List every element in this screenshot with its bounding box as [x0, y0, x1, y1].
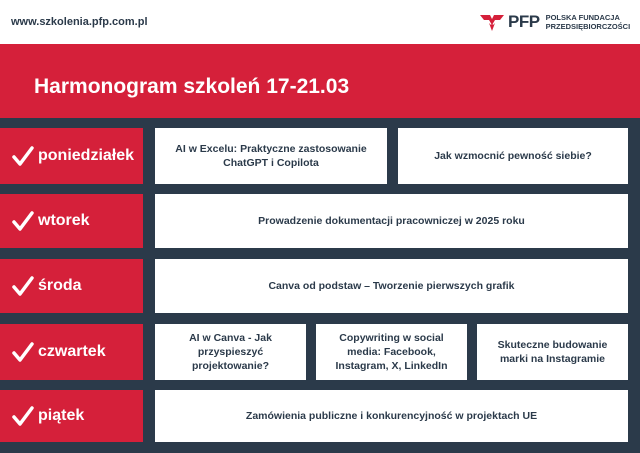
- training-title: AI w Canva - Jak przyspieszyć projektowanie?: [189, 332, 272, 372]
- day-label-thursday: [0, 324, 143, 380]
- day-name: czwartek: [38, 343, 106, 360]
- day-label-tuesday: [0, 194, 143, 248]
- checkmark-icon: [12, 341, 34, 363]
- logo-subtitle-line2: PRZEDSIĘBIORCZOŚCI: [545, 22, 631, 31]
- day-label-wednesday: [0, 259, 143, 313]
- day-label-monday: [0, 128, 143, 184]
- checkmark-icon: [12, 405, 34, 427]
- site-url[interactable]: www.szkolenia.pfp.com.pl: [11, 16, 148, 28]
- day-name: poniedziałek: [38, 147, 135, 164]
- day-row-tuesday: [0, 194, 640, 248]
- training-title: Prowadzenie dokumentacji pracowniczej w 2025 roku: [258, 215, 525, 227]
- day-name: środa: [38, 277, 82, 294]
- training-title: Copywriting w social media: Facebook, Instagram, X, LinkedIn: [335, 332, 448, 372]
- training-card[interactable]: [155, 324, 306, 380]
- logo-name: PFP: [508, 12, 540, 31]
- checkmark-icon: [12, 145, 34, 167]
- training-title: AI w Excelu: Praktyczne zastosowanie ChatGPT i Copilota: [175, 143, 367, 169]
- training-card[interactable]: [398, 128, 628, 184]
- training-title: Jak wzmocnić pewność siebie?: [434, 150, 592, 162]
- logo-subtitle-line1: POLSKA FUNDACJA: [545, 13, 620, 22]
- day-label-friday: [0, 390, 143, 442]
- day-row-monday: [0, 128, 640, 184]
- training-card[interactable]: [477, 324, 628, 380]
- day-row-wednesday: [0, 259, 640, 313]
- day-row-thursday: [0, 324, 640, 380]
- day-name: wtorek: [38, 212, 90, 229]
- logo-subtitle: [546, 13, 631, 31]
- day-row-friday: [0, 390, 640, 442]
- pfp-logo[interactable]: [478, 9, 630, 35]
- title-banner: [0, 44, 640, 118]
- day-name: piątek: [38, 407, 85, 424]
- training-title: Canva od podstaw – Tworzenie pierwszych grafik: [268, 280, 515, 292]
- page-title: Harmonogram szkoleń 17-21.03: [34, 75, 350, 98]
- training-card[interactable]: [155, 194, 628, 248]
- training-card[interactable]: [155, 128, 387, 184]
- checkmark-icon: [12, 275, 34, 297]
- checkmark-icon: [12, 210, 34, 232]
- top-bar: [0, 0, 640, 44]
- training-card[interactable]: [155, 390, 628, 442]
- training-title: Zamówienia publiczne i konkurencyjność w projektach UE: [245, 410, 538, 422]
- training-title: Skuteczne budowanie marki na Instagramie: [497, 339, 608, 365]
- pfp-eagle-icon: [478, 11, 506, 33]
- training-card[interactable]: [155, 259, 628, 313]
- training-card[interactable]: [316, 324, 467, 380]
